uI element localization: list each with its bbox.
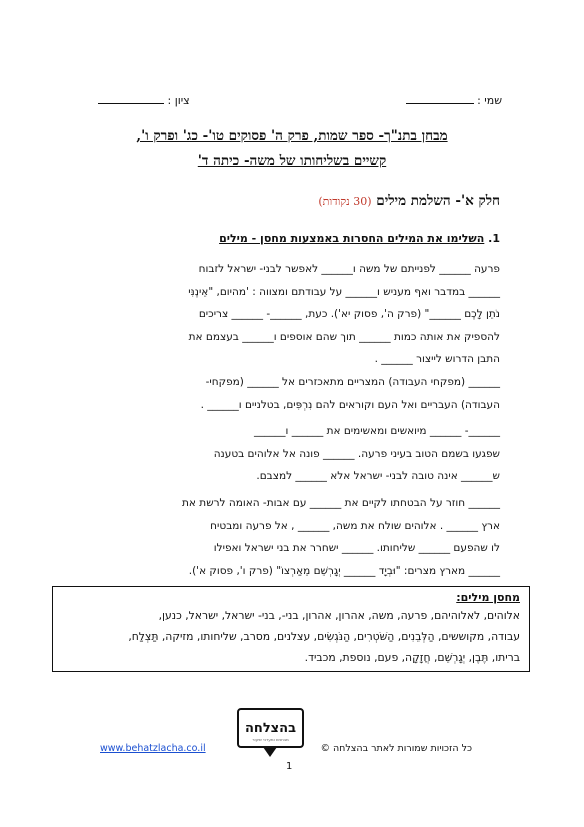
website-link[interactable]: www.behatzlacha.co.il — [100, 743, 206, 754]
test-title-line2: קשיים בשליחותו של משה- כיתה ד' — [197, 153, 387, 169]
paragraph-line: שפגעו בשמם הטוב בעיני פרעה. ______ פונה אל אלוהים בטענה — [213, 447, 500, 460]
paragraph-line: התבן הדרוש לייצור ______ . — [374, 353, 500, 365]
instruction — [219, 232, 500, 245]
paragraph-3 — [88, 420, 500, 488]
word-bank-line: אלוהים, לאלוהיהם, פרעה, משה, אהרון, אהרון, בני-, בני- ישראל, ישראל, כנען, — [158, 609, 520, 622]
paragraph-line: ______ מארץ מצרים: "וּבְיָד ______ יְגָרְשֵׁם מֵאַרְצוֹ" (פרק ו', פסוק א'). — [188, 564, 500, 577]
logo-tagline: מבחנים ומערכי שיעור — [252, 737, 289, 742]
paragraph-line: להספיק את אותה כמות ______ תוך שהם אוספים ו______ בעצמם את — [188, 330, 500, 343]
grade-field — [98, 92, 190, 107]
test-title-line1: מבחן בתנ"ך- ספר שמות, פרק ה' פסוקים טו'- כג' ופרק ו', — [136, 128, 448, 144]
paragraph-line: נֹתֵן לָכֶם ______" (פרק ה', פסוק יא'). כעת, ______- ______ צריכים — [198, 308, 500, 320]
paragraph-line: פרעה ______ לפנייתם של משה ו______ לאפשר לבני- ישראל לזבוח — [198, 263, 500, 275]
word-bank-line: עבודה, מקוששים, הַלְּבֵנִים, הַשֹּׁטְרִים, הַנֹּגְשִׂים, עצלנים, מסרב, שליחותו, מזיקה, תַּצְלַח, — [128, 630, 520, 643]
name-label: שמי : — [477, 94, 502, 107]
paragraph-line: ש______ אינה טובה לבני- ישראל אלא ______ למצבם. — [256, 470, 500, 482]
instruction-text: השלימו את המילים החסרות באמצעות מחסן - מילים — [219, 232, 485, 245]
paragraph-line: ______ חוזר על הבטחתו לקיים את ______ עם אבות- האומה לרשת את — [182, 497, 500, 509]
section-heading — [318, 193, 500, 209]
copyright-notice: כל הזכויות שמורות לאתר בהצלחה © — [320, 743, 472, 754]
word-bank-title: מחסן מילים: — [456, 591, 520, 604]
word-bank-line: בריתו, תֶּבֶן, יְגָרְשֵׁם, חֲזָקָה, פעם, נוספת, מכביד. — [304, 651, 520, 664]
word-bank — [52, 586, 530, 672]
grade-blank[interactable] — [98, 92, 164, 104]
instruction-number: 1. — [488, 232, 500, 245]
paragraph-line: העבודה) העבריים ואל העם וקוראים להם נִרְפִּים, בטלניים ו______ . — [200, 398, 500, 411]
name-blank[interactable] — [406, 92, 474, 104]
logo-text: בהצלחה — [244, 721, 297, 736]
section-label: חלק א'- השלמת מילים — [376, 193, 500, 209]
paragraph-1 — [88, 258, 500, 371]
behatzlacha-logo — [237, 708, 304, 758]
paragraph-2 — [88, 371, 500, 416]
paragraph-line: ______ (מפקחי העבודה) המצריים מתאכזרים אל ______ (מפקחי- — [205, 376, 500, 388]
paragraph-4 — [88, 492, 500, 582]
paragraph-line: ______- ______ מיואשים ומאשימים את ______ ו______ — [254, 425, 500, 437]
page-number: 1 — [286, 761, 293, 772]
paragraph-line: לו שהפעם ______ שליחותו. ______ ישחרר את בני ישראל ואפילו — [213, 542, 500, 554]
paragraph-line: ארץ ______ . אלוהים שולח את משה, ______ , אל פרעה ומבטיח — [210, 519, 500, 532]
name-field — [406, 92, 502, 107]
paragraph-line: ______ במדבר ואף מעניש ו______ על עבודתם ומצווה : 'מהיום, "אֵינֶנִּי — [188, 285, 500, 298]
section-points: (30 נקודות) — [318, 195, 372, 208]
grade-label: ציון : — [167, 94, 190, 107]
